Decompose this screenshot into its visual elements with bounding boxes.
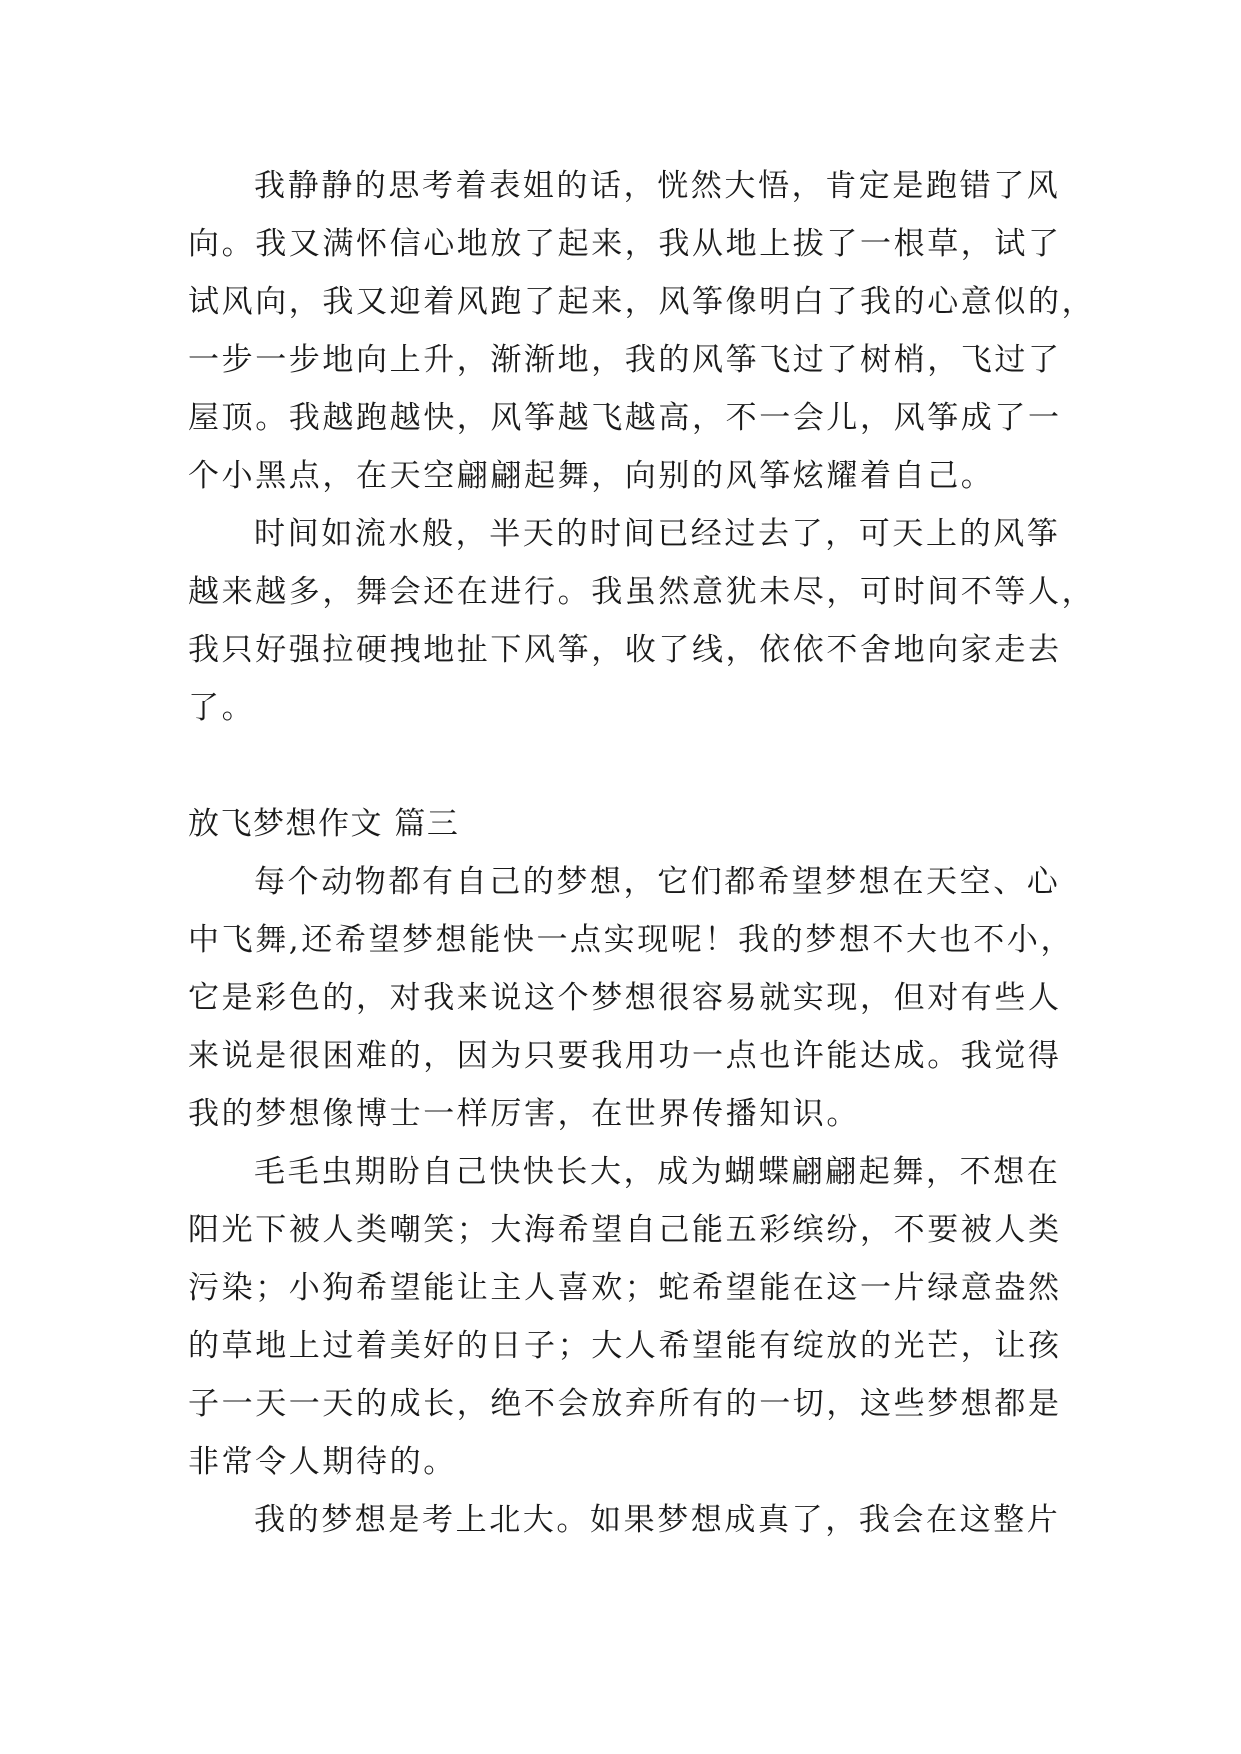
text-line: 个小黑点，在天空翩翩起舞，向别的风筝炫耀着自己。 [188,458,995,494]
text-line: 污染；小狗希望能让主人喜欢；蛇希望能在这一片绿意盎然 [188,1270,1062,1306]
text-line: 越来越多，舞会还在进行。我虽然意犹未尽，可时间不等人， [188,574,1096,610]
paragraph-4 [188,1143,1062,1491]
text-line: 毛毛虫期盼自己快快长大，成为蝴蝶翩翩起舞，不想在 [254,1154,1061,1190]
text-line: 向。我又满怀信心地放了起来，我从地上拔了一根草，试了 [188,226,1062,262]
text-line: 屋顶。我越跑越快，风筝越飞越高，不一会儿，风筝成了一 [188,400,1062,436]
paragraph-5 [188,1491,1061,1549]
text-line: 非常令人期待的。 [188,1444,457,1480]
paragraph-3 [188,853,1075,1143]
section-title: 放飞梦想作文 篇三 [188,806,460,842]
text-line: 每个动物都有自己的梦想，它们都希望梦想在天空、心 [254,864,1061,900]
section-spacer [188,737,1053,795]
text-line: 子一天一天的成长，绝不会放弃所有的一切，这些梦想都是 [188,1386,1062,1422]
text-line: 来说是很困难的，因为只要我用功一点也许能达成。我觉得 [188,1038,1062,1074]
text-line: 的草地上过着美好的日子；大人希望能有绽放的光芒，让孩 [188,1328,1062,1364]
text-line: 中飞舞,还希望梦想能快一点实现呢！我的梦想不大也不小， [188,922,1075,958]
text-line: 我只好强拉硬拽地扯下风筝，收了线，依依不舍地向家走去 [188,632,1062,668]
essay-body [188,157,1096,1549]
text-line: 它是彩色的，对我来说这个梦想很容易就实现，但对有些人 [188,980,1062,1016]
text-line: 阳光下被人类嘲笑；大海希望自己能五彩缤纷，不要被人类 [188,1212,1062,1248]
text-line: 了。 [188,690,256,726]
text-line: 我的梦想是考上北大。如果梦想成真了，我会在这整片 [254,1502,1061,1538]
paragraph-1 [188,157,1096,505]
text-line: 时间如流水般，半天的时间已经过去了，可天上的风筝 [254,516,1061,552]
text-line: 一步一步地向上升，渐渐地，我的风筝飞过了树梢，飞过了 [188,342,1062,378]
text-line: 我静静的思考着表姐的话，恍然大悟，肯定是跑错了风 [254,168,1061,204]
paragraph-2 [188,505,1096,737]
text-line: 我的梦想像博士一样厉害，在世界传播知识。 [188,1096,860,1132]
text-line: 试风向，我又迎着风跑了起来，风筝像明白了我的心意似的， [188,284,1096,320]
